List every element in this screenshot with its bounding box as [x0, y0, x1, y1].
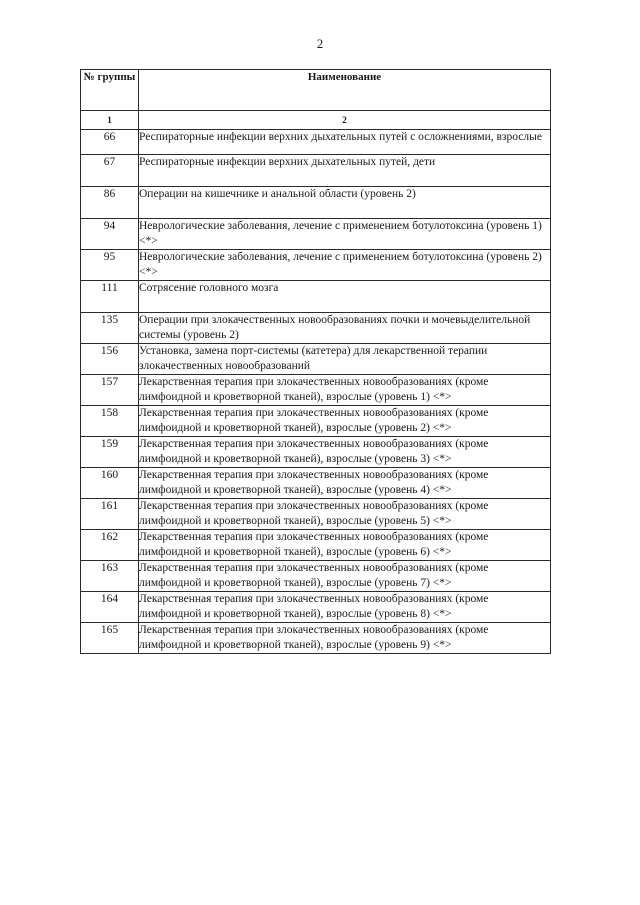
table-row: [81, 530, 551, 561]
group-name-cell: Лекарственная терапия при злокачественных новообразованиях (кроме лимфоидной и кроветворной тканей), взрослые (уровень 9) <*>: [139, 623, 551, 654]
table-row: [81, 281, 551, 313]
groups-table: [80, 69, 551, 654]
group-name-cell: Операции на кишечнике и анальной области (уровень 2): [139, 187, 551, 219]
group-name-cell: Лекарственная терапия при злокачественных новообразованиях (кроме лимфоидной и кроветворной тканей), взрослые (уровень 7) <*>: [139, 561, 551, 592]
group-number-cell: 160: [81, 468, 139, 499]
table-row: [81, 344, 551, 375]
group-name-cell: Лекарственная терапия при злокачественных новообразованиях (кроме лимфоидной и кроветворной тканей), взрослые (уровень 1) <*>: [139, 375, 551, 406]
group-number-cell: 95: [81, 250, 139, 281]
table-row: [81, 499, 551, 530]
group-number-cell: 94: [81, 219, 139, 250]
group-name-cell: Лекарственная терапия при злокачественных новообразованиях (кроме лимфоидной и кроветворной тканей), взрослые (уровень 6) <*>: [139, 530, 551, 561]
group-number-cell: 161: [81, 499, 139, 530]
group-name-cell: Лекарственная терапия при злокачественных новообразованиях (кроме лимфоидной и кроветворной тканей), взрослые (уровень 8) <*>: [139, 592, 551, 623]
group-number-cell: 156: [81, 344, 139, 375]
table-row: [81, 468, 551, 499]
header-name: Наименование: [139, 70, 551, 111]
group-name-cell: Установка, замена порт-системы (катетера) для лекарственной терапии злокачественных новообразований: [139, 344, 551, 375]
table-row: [81, 561, 551, 592]
group-name-cell: Лекарственная терапия при злокачественных новообразованиях (кроме лимфоидной и кроветворной тканей), взрослые (уровень 5) <*>: [139, 499, 551, 530]
group-number-cell: 164: [81, 592, 139, 623]
group-number-cell: 158: [81, 406, 139, 437]
table-row: [81, 437, 551, 468]
group-name-cell: Неврологические заболевания, лечение с применением ботулотоксина (уровень 2) <*>: [139, 250, 551, 281]
header-group-number: № группы: [81, 70, 139, 111]
group-number-cell: 135: [81, 313, 139, 344]
group-name-cell: Сотрясение головного мозга: [139, 281, 551, 313]
group-name-cell: Лекарственная терапия при злокачественных новообразованиях (кроме лимфоидной и кроветворной тканей), взрослые (уровень 4) <*>: [139, 468, 551, 499]
table-index-row: [81, 111, 551, 130]
group-name-cell: Операции при злокачественных новообразованиях почки и мочевыделительной системы (уровень 2): [139, 313, 551, 344]
group-name-cell: Лекарственная терапия при злокачественных новообразованиях (кроме лимфоидной и кроветворной тканей), взрослые (уровень 2) <*>: [139, 406, 551, 437]
table-body: [81, 130, 551, 654]
table-header-row: [81, 70, 551, 111]
group-number-cell: 157: [81, 375, 139, 406]
group-number-cell: 159: [81, 437, 139, 468]
group-number-cell: 86: [81, 187, 139, 219]
table-row: [81, 219, 551, 250]
group-number-cell: 162: [81, 530, 139, 561]
table-row: [81, 250, 551, 281]
group-number-cell: 111: [81, 281, 139, 313]
table-row: [81, 130, 551, 155]
index-col2: 2: [139, 111, 551, 130]
table-row: [81, 313, 551, 344]
group-number-cell: 163: [81, 561, 139, 592]
table-row: [81, 406, 551, 437]
table-row: [81, 592, 551, 623]
group-number-cell: 66: [81, 130, 139, 155]
group-number-cell: 165: [81, 623, 139, 654]
group-name-cell: Лекарственная терапия при злокачественных новообразованиях (кроме лимфоидной и кроветворной тканей), взрослые (уровень 3) <*>: [139, 437, 551, 468]
table-row: [81, 375, 551, 406]
group-name-cell: Респираторные инфекции верхних дыхательных путей с осложнениями, взрослые: [139, 130, 551, 155]
table-row: [81, 155, 551, 187]
group-number-cell: 67: [81, 155, 139, 187]
index-col1: 1: [81, 111, 139, 130]
group-name-cell: Неврологические заболевания, лечение с применением ботулотоксина (уровень 1) <*>: [139, 219, 551, 250]
page-number: 2: [316, 36, 324, 51]
group-name-cell: Респираторные инфекции верхних дыхательных путей, дети: [139, 155, 551, 187]
table-row: [81, 187, 551, 219]
table-row: [81, 623, 551, 654]
